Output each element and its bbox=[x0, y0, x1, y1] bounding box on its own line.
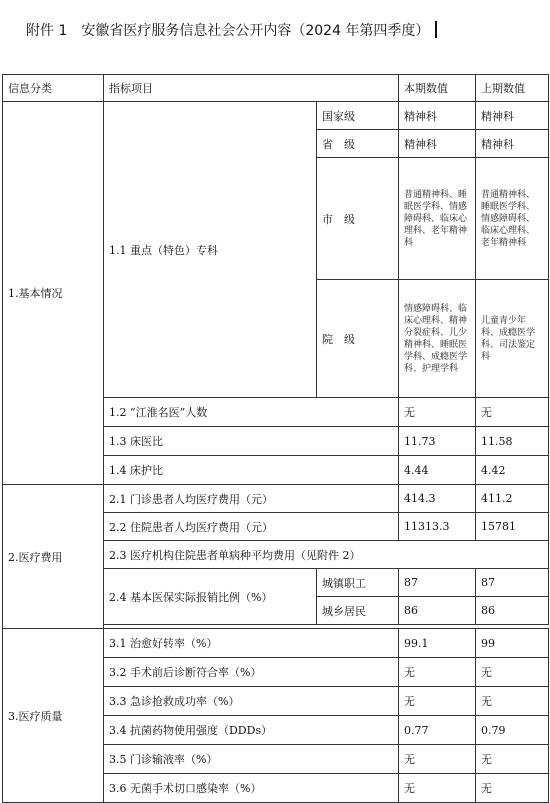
header-current: 本期数值 bbox=[399, 75, 476, 102]
previous-value: 精神科 bbox=[476, 102, 549, 130]
current-value: 精神科 bbox=[399, 130, 476, 158]
indicator-label: 1.4 床护比 bbox=[104, 456, 399, 485]
previous-value: 4.42 bbox=[476, 456, 549, 485]
level-label: 院 级 bbox=[317, 280, 399, 398]
current-value: 无 bbox=[399, 687, 476, 716]
previous-value: 99 bbox=[476, 629, 549, 658]
section-basic: 1.基本情况 bbox=[3, 102, 104, 485]
disease-cost-link: 2.3 医疗机构住院患者单病种平均费用（见附件 2） bbox=[104, 541, 549, 569]
level-label: 国家级 bbox=[317, 102, 399, 130]
previous-value: 普通精神科、睡眠医学科、情感障碍科、临床心理科、老年精神科 bbox=[476, 158, 549, 280]
current-value: 精神科 bbox=[399, 102, 476, 130]
current-value: 情感障碍科、临床心理科、精神分裂症科、儿少精神科、睡眠医学科、成瘾医学科、护理学科 bbox=[399, 280, 476, 398]
previous-value: 86 bbox=[476, 597, 549, 625]
current-value: 4.44 bbox=[399, 456, 476, 485]
indicator-label: 2.1 门诊患者人均医疗费用（元） bbox=[104, 485, 399, 513]
table-row bbox=[3, 102, 549, 130]
previous-value: 无 bbox=[476, 398, 549, 427]
current-value: 11.73 bbox=[399, 427, 476, 456]
previous-value: 无 bbox=[476, 774, 549, 803]
indicator-label: 3.3 急诊抢救成功率（%） bbox=[104, 687, 399, 716]
previous-value: 15781 bbox=[476, 513, 549, 541]
indicator-label: 3.6 无菌手术切口感染率（%） bbox=[104, 774, 399, 803]
previous-value: 87 bbox=[476, 569, 549, 597]
table-row bbox=[3, 629, 549, 658]
previous-value: 无 bbox=[476, 687, 549, 716]
section-cost: 2.医疗费用 bbox=[3, 485, 104, 629]
previous-value: 0.79 bbox=[476, 716, 549, 745]
header-previous: 上期数值 bbox=[476, 75, 549, 102]
section-quality: 3.医疗质量 bbox=[3, 629, 104, 803]
current-value: 普通精神科、睡眠医学科、情感障碍科、临床心理科、老年精神科 bbox=[399, 158, 476, 280]
key-specialty-label: 1.1 重点（特色）专科 bbox=[104, 102, 317, 398]
current-value: 87 bbox=[399, 569, 476, 597]
insurance-label: 2.4 基本医保实际报销比例（%） bbox=[104, 569, 317, 625]
level-label: 省 级 bbox=[317, 130, 399, 158]
level-label: 市 级 bbox=[317, 158, 399, 280]
table-header-row bbox=[3, 75, 549, 102]
current-value: 99.1 bbox=[399, 629, 476, 658]
text-cursor bbox=[435, 21, 437, 38]
indicator-label: 1.3 床医比 bbox=[104, 427, 399, 456]
current-value: 无 bbox=[399, 658, 476, 687]
page-title: 附件 1 安徽省医疗服务信息社会公开内容（2024 年第四季度） bbox=[26, 20, 437, 40]
previous-value: 无 bbox=[476, 658, 549, 687]
indicator-label: 3.1 治愈好转率（%） bbox=[104, 629, 399, 658]
indicator-label: 3.4 抗菌药物使用强度（DDDs） bbox=[104, 716, 399, 745]
current-value: 414.3 bbox=[399, 485, 476, 513]
current-value: 0.77 bbox=[399, 716, 476, 745]
current-value: 无 bbox=[399, 398, 476, 427]
insurance-group: 城镇职工 bbox=[317, 569, 399, 597]
indicator-label: 3.2 手术前后诊断符合率（%） bbox=[104, 658, 399, 687]
table-row bbox=[3, 485, 549, 513]
current-value: 无 bbox=[399, 745, 476, 774]
current-value: 11313.3 bbox=[399, 513, 476, 541]
indicator-label: 3.5 门诊输液率（%） bbox=[104, 745, 399, 774]
previous-value: 11.58 bbox=[476, 427, 549, 456]
indicator-label: 2.2 住院患者人均医疗费用（元） bbox=[104, 513, 399, 541]
header-category: 信息分类 bbox=[3, 75, 104, 102]
previous-value: 儿童青少年科、成瘾医学科、司法鉴定科 bbox=[476, 280, 549, 398]
disclosure-table bbox=[2, 74, 549, 803]
indicator-label: 1.2 “江淮名医”人数 bbox=[104, 398, 399, 427]
insurance-group: 城乡居民 bbox=[317, 597, 399, 625]
previous-value: 精神科 bbox=[476, 130, 549, 158]
previous-value: 411.2 bbox=[476, 485, 549, 513]
previous-value: 无 bbox=[476, 745, 549, 774]
header-indicator: 指标项目 bbox=[104, 75, 399, 102]
current-value: 86 bbox=[399, 597, 476, 625]
current-value: 无 bbox=[399, 774, 476, 803]
